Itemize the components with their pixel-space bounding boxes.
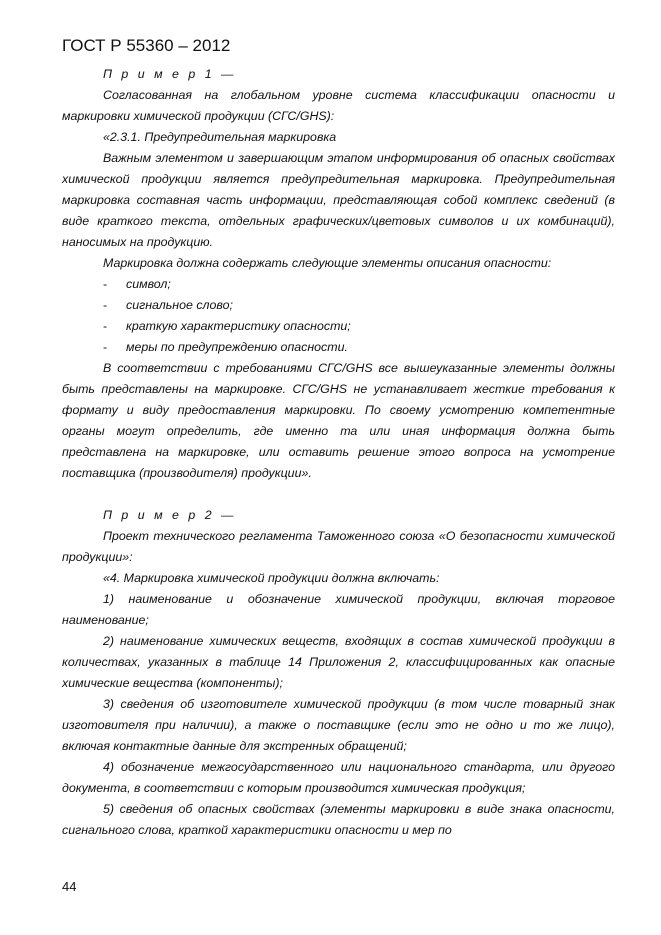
example-1-label: П р и м е р 1 — xyxy=(103,67,237,81)
list-item xyxy=(62,316,615,337)
list-marker: - xyxy=(103,298,108,312)
list-item-text: символ; xyxy=(126,277,171,291)
spacer xyxy=(62,484,615,505)
example-1-paragraph-2: Маркировка должна содержать следующие элементы описания опасности: xyxy=(103,256,552,270)
example-2-item-4: 4) обозначение межгосударственного или национального стандарта, или другого документа, в соответствии с которым производится химическая продукция; xyxy=(62,760,615,795)
example-2-item-3: 3) сведения об изготовителе химической продукции (в том числе товарный знак изготовителя при наличии), а также о поставщике (если это не одно и то же лицо), включая контактные данные для экстренных обращений; xyxy=(62,697,615,753)
document-header: ГОСТ Р 55360 – 2012 xyxy=(62,36,231,55)
example-2-item-1: 1) наименование и обозначение химической продукции, включая торговое наименование; xyxy=(62,592,615,627)
example-2-intro: Проект технического регламента Таможенного союза «О безопасности химической продукции»: xyxy=(62,529,615,564)
list-marker: - xyxy=(103,340,108,354)
example-1-intro: Согласованная на глобальном уровне система классификации опасности и маркировки химической продукции (СГС/GHS): xyxy=(62,88,615,123)
page-number: 44 xyxy=(62,879,77,894)
list-marker: - xyxy=(103,319,108,333)
example-2-section-heading: «4. Маркировка химической продукции должна включать: xyxy=(103,571,440,585)
example-1-paragraph-3: В соответствии с требованиями СГС/GHS все вышеуказанные элементы должны быть представлены на маркировке. СГС/GHS не устанавливает жесткие требования к формату и виду предоставления маркировки. По своему усмотрению компетентные органы могут определить, где именно та или иная информация должна быть представлена на маркировке, или оставить решение этого вопроса на усмотрение поставщика (производителя) продукции». xyxy=(62,361,615,480)
list-item xyxy=(62,295,615,316)
example-2-item-5: 5) сведения об опасных свойствах (элементы маркировки в виде знака опасности, сигнального слова, краткой характеристики опасности и мер по xyxy=(62,802,615,837)
list-item-text: краткую характеристику опасности; xyxy=(126,319,351,333)
list-item xyxy=(62,337,615,358)
page-body xyxy=(62,64,615,841)
list-item-text: сигнальное слово; xyxy=(126,298,233,312)
list-item xyxy=(62,274,615,295)
example-2-item-2: 2) наименование химических веществ, входящих в состав химической продукции в количествах, указанных в таблице 14 Приложения 2, классифицированных как опасные химические вещества (компоненты); xyxy=(62,634,615,690)
example-1-section-heading: «2.3.1. Предупредительная маркировка xyxy=(103,130,337,144)
example-2-label: П р и м е р 2 — xyxy=(103,508,237,522)
list-item-text: меры по предупреждению опасности. xyxy=(126,340,348,354)
example-1-paragraph-1: Важным элементом и завершающим этапом информирования об опасных свойствах химической продукции является предупредительная маркировка. Предупредительная маркировка составная часть информации, представляющая собой комплекс сведений (в виде краткого текста, отдельных графических/цветовых символов и их комбинаций), наносимых на продукцию. xyxy=(62,151,615,249)
list-marker: - xyxy=(103,277,108,291)
